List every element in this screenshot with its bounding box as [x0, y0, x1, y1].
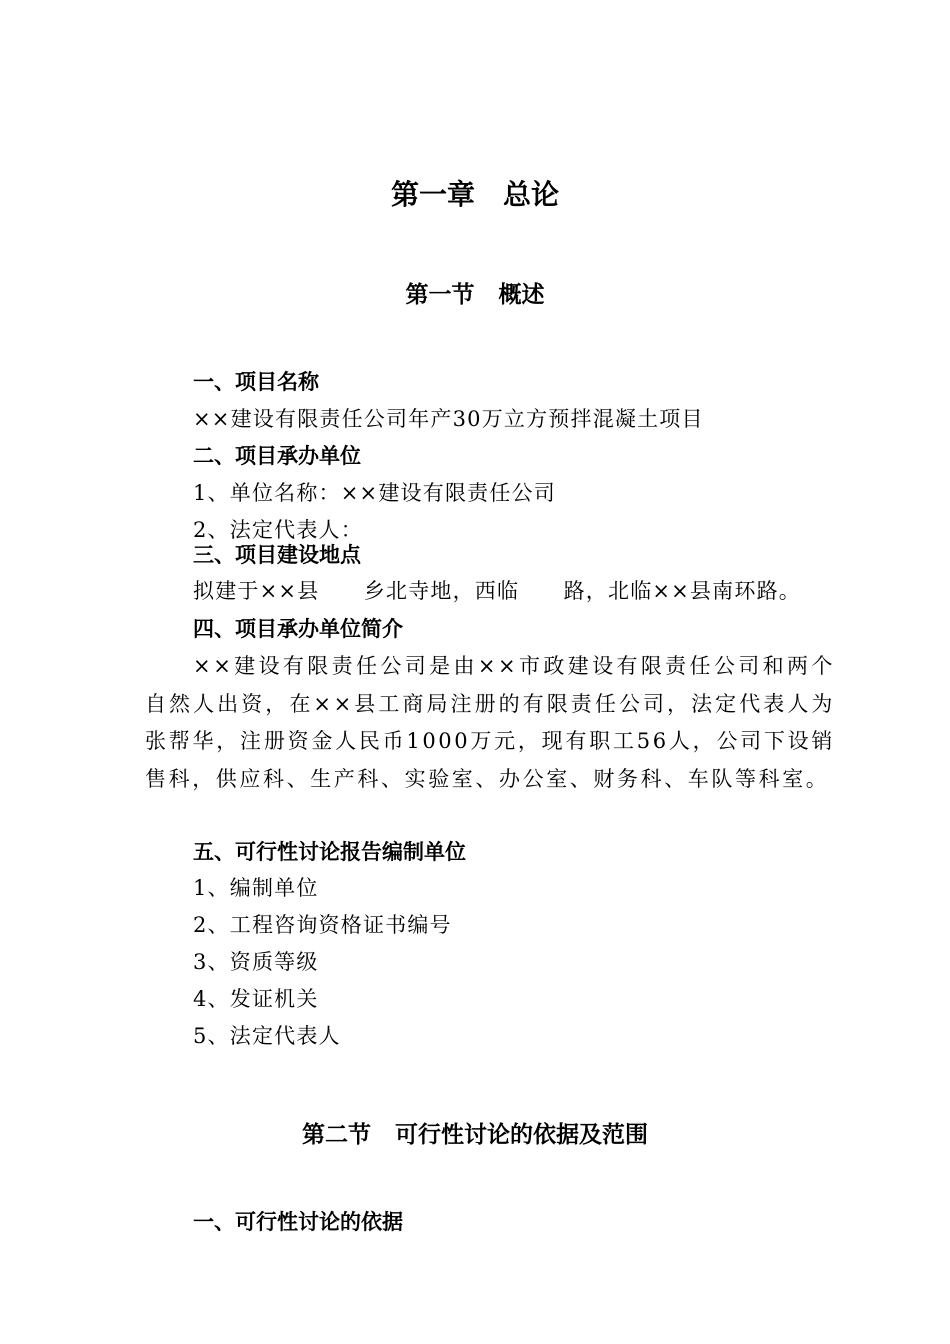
unit-intro-paragraph: ××建设有限责任公司是由××市政建设有限责任公司和两个自然人出资，在××县工商局注册的有限责任公司，法定代表人为张帮华，注册资金人民币1000万元，现有职工56人，公司下设销售科，供应科、生产科、实验室、办公室、财务科、车队等科室。	[145, 654, 835, 791]
legal-representative-text: 2、法定代表人：	[193, 518, 363, 542]
heading-basis: 一、可行性讨论的依据	[193, 1210, 403, 1234]
list-item: 3、资质等级	[193, 950, 319, 974]
heading-project-name: 一、项目名称	[193, 370, 319, 394]
section-title	[0, 284, 950, 307]
project-name-text: ××建设有限责任公司年产30万立方预拌混凝土项目	[193, 407, 704, 431]
section-name: 概述	[498, 282, 545, 308]
unit-name-text: 1、单位名称：××建设有限责任公司	[193, 481, 556, 505]
section-number: 第二节	[302, 1122, 371, 1148]
section-title	[0, 1124, 950, 1147]
section-name: 可行性讨论的依据及范围	[395, 1122, 648, 1148]
section-number: 第一节	[405, 282, 475, 308]
heading-undertaking-unit: 二、项目承办单位	[193, 444, 361, 468]
list-item: 4、发证机关	[193, 987, 319, 1011]
list-item: 1、编制单位	[193, 876, 319, 900]
chapter-name: 总论	[503, 178, 560, 211]
list-item: 2、工程咨询资格证书编号	[193, 913, 452, 937]
heading-report-unit: 五、可行性讨论报告编制单位	[193, 840, 466, 864]
chapter-number: 第一章	[390, 178, 475, 211]
chapter-title	[0, 178, 950, 211]
list-item: 5、法定代表人	[193, 1024, 341, 1048]
location-text: 拟建于××县 乡北寺地，西临 路，北临××县南环路。	[193, 579, 801, 603]
heading-location: 三、项目建设地点	[193, 543, 361, 567]
heading-unit-intro: 四、项目承办单位简介	[193, 617, 403, 641]
